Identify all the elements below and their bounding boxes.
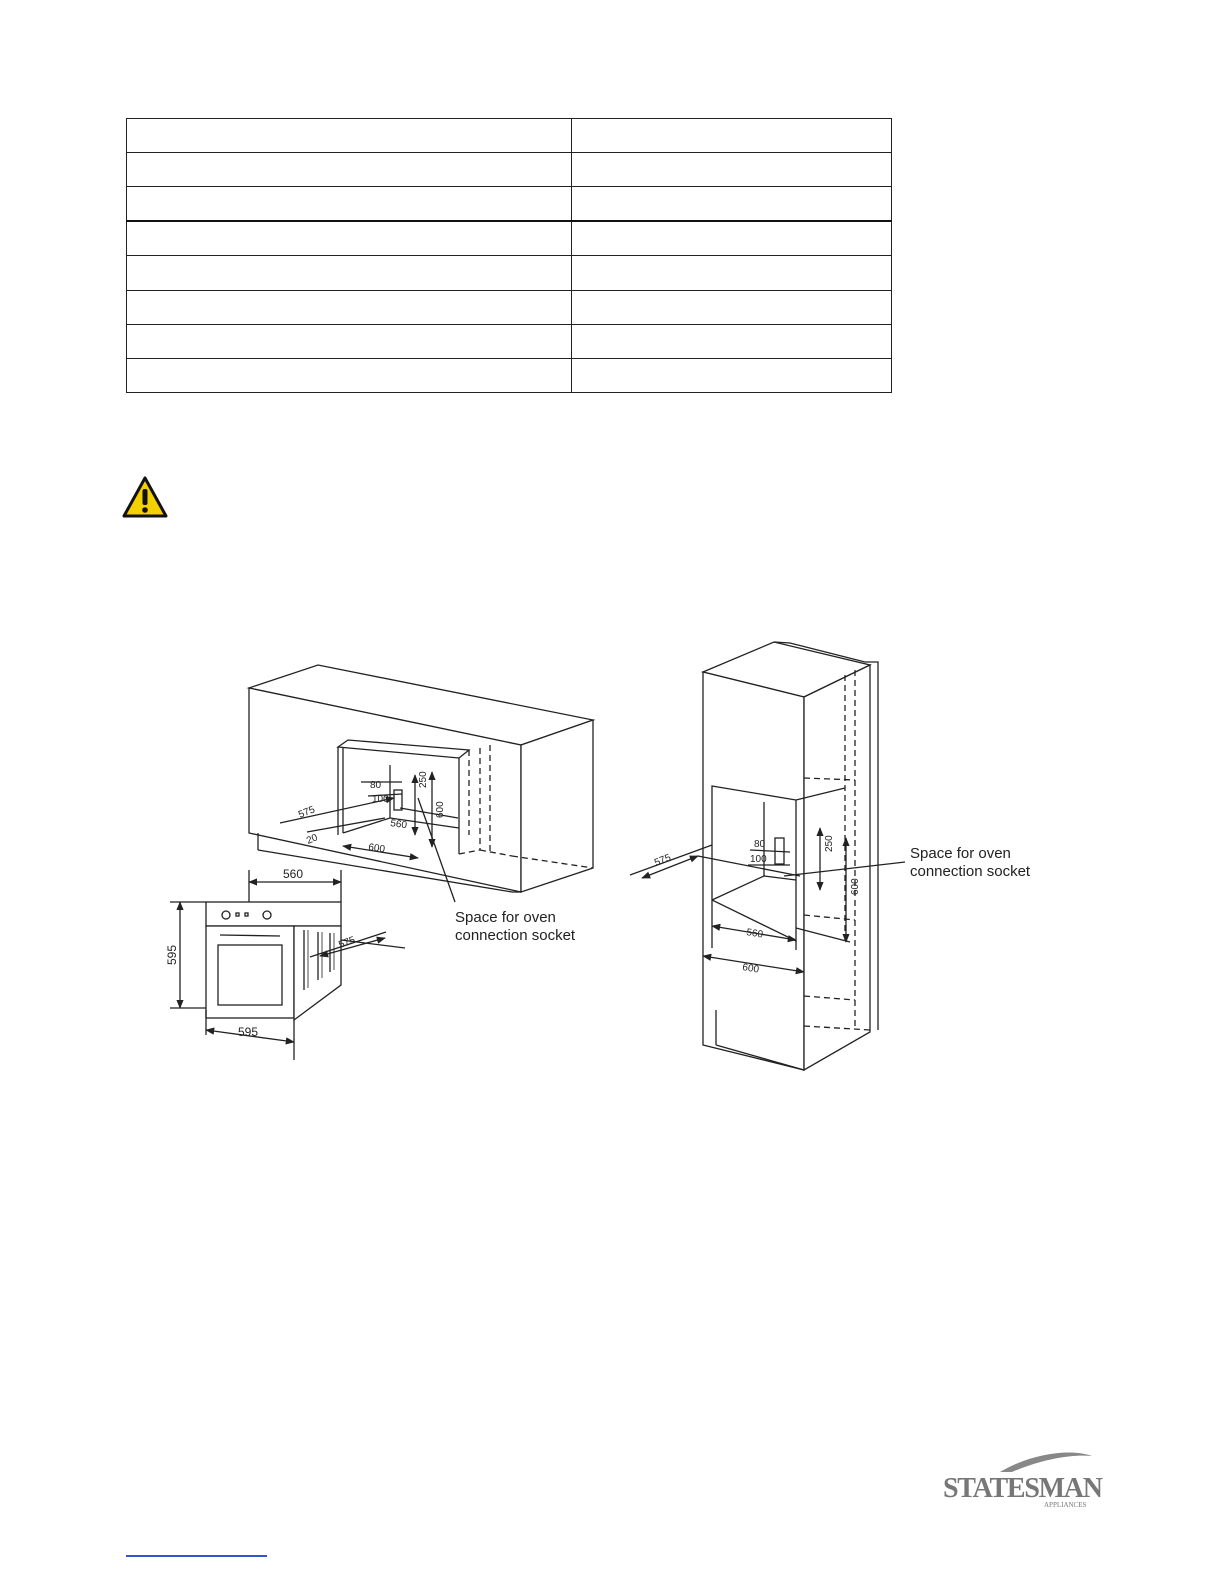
table-cell: [572, 358, 892, 392]
dim-label: 250: [824, 835, 835, 852]
table-cell: [572, 221, 892, 256]
dim-label: 575: [653, 852, 673, 869]
table-cell: [572, 256, 892, 290]
dim-label: 600: [435, 801, 446, 818]
table-cell: [572, 187, 892, 222]
socket-label-left: Space for oven connection socket: [455, 909, 576, 944]
dim-label: 600: [367, 842, 386, 856]
table-cell: [127, 187, 572, 222]
dim-label: 600: [741, 962, 760, 976]
dim-label: 20: [305, 832, 320, 847]
table-cell: [127, 153, 572, 187]
dim-label: 560: [745, 927, 764, 941]
table-cell: [572, 290, 892, 324]
table-row: [127, 153, 892, 187]
tall-cabinet: [630, 642, 905, 1070]
table-cell: [127, 221, 572, 256]
table-cell: [127, 358, 572, 392]
statesman-logo: [940, 1450, 1110, 1510]
table-row: [127, 290, 892, 324]
table-cell: [127, 256, 572, 290]
table-cell: [572, 119, 892, 153]
dim-label: 595: [238, 1025, 259, 1039]
table-row: [127, 324, 892, 358]
table-row: [127, 358, 892, 392]
dim-label: 80: [754, 839, 766, 850]
table-cell: [127, 324, 572, 358]
logo-subtitle: APPLIANCES: [1044, 1501, 1087, 1509]
dim-label: 80: [370, 780, 382, 791]
dim-label: 560: [389, 818, 408, 832]
logo-wordmark: STATESMAN: [943, 1473, 1103, 1504]
table-cell: [127, 290, 572, 324]
footer-link-underline[interactable]: [126, 1555, 267, 1557]
table-cell: [572, 153, 892, 187]
dim-label: 575: [337, 934, 357, 951]
table-cell: [127, 119, 572, 153]
table-row: [127, 187, 892, 222]
dim-label: 600: [850, 878, 861, 895]
warning-triangle-icon: [121, 475, 169, 519]
installation-diagram: [150, 630, 1060, 1080]
dim-label: 100: [750, 854, 767, 865]
dim-label: 575: [297, 804, 317, 821]
table-row: [127, 221, 892, 256]
dim-label: 100: [372, 794, 389, 805]
table-cell: [572, 324, 892, 358]
spec-table: [126, 118, 892, 393]
oven-illustration: [170, 870, 405, 1060]
socket-label-right: Space for oven connection socket: [910, 845, 1031, 880]
table-row: [127, 119, 892, 153]
dim-label: 595: [165, 944, 179, 965]
dim-label: 250: [418, 771, 429, 788]
dim-label: 560: [283, 867, 304, 881]
table-row: [127, 256, 892, 290]
